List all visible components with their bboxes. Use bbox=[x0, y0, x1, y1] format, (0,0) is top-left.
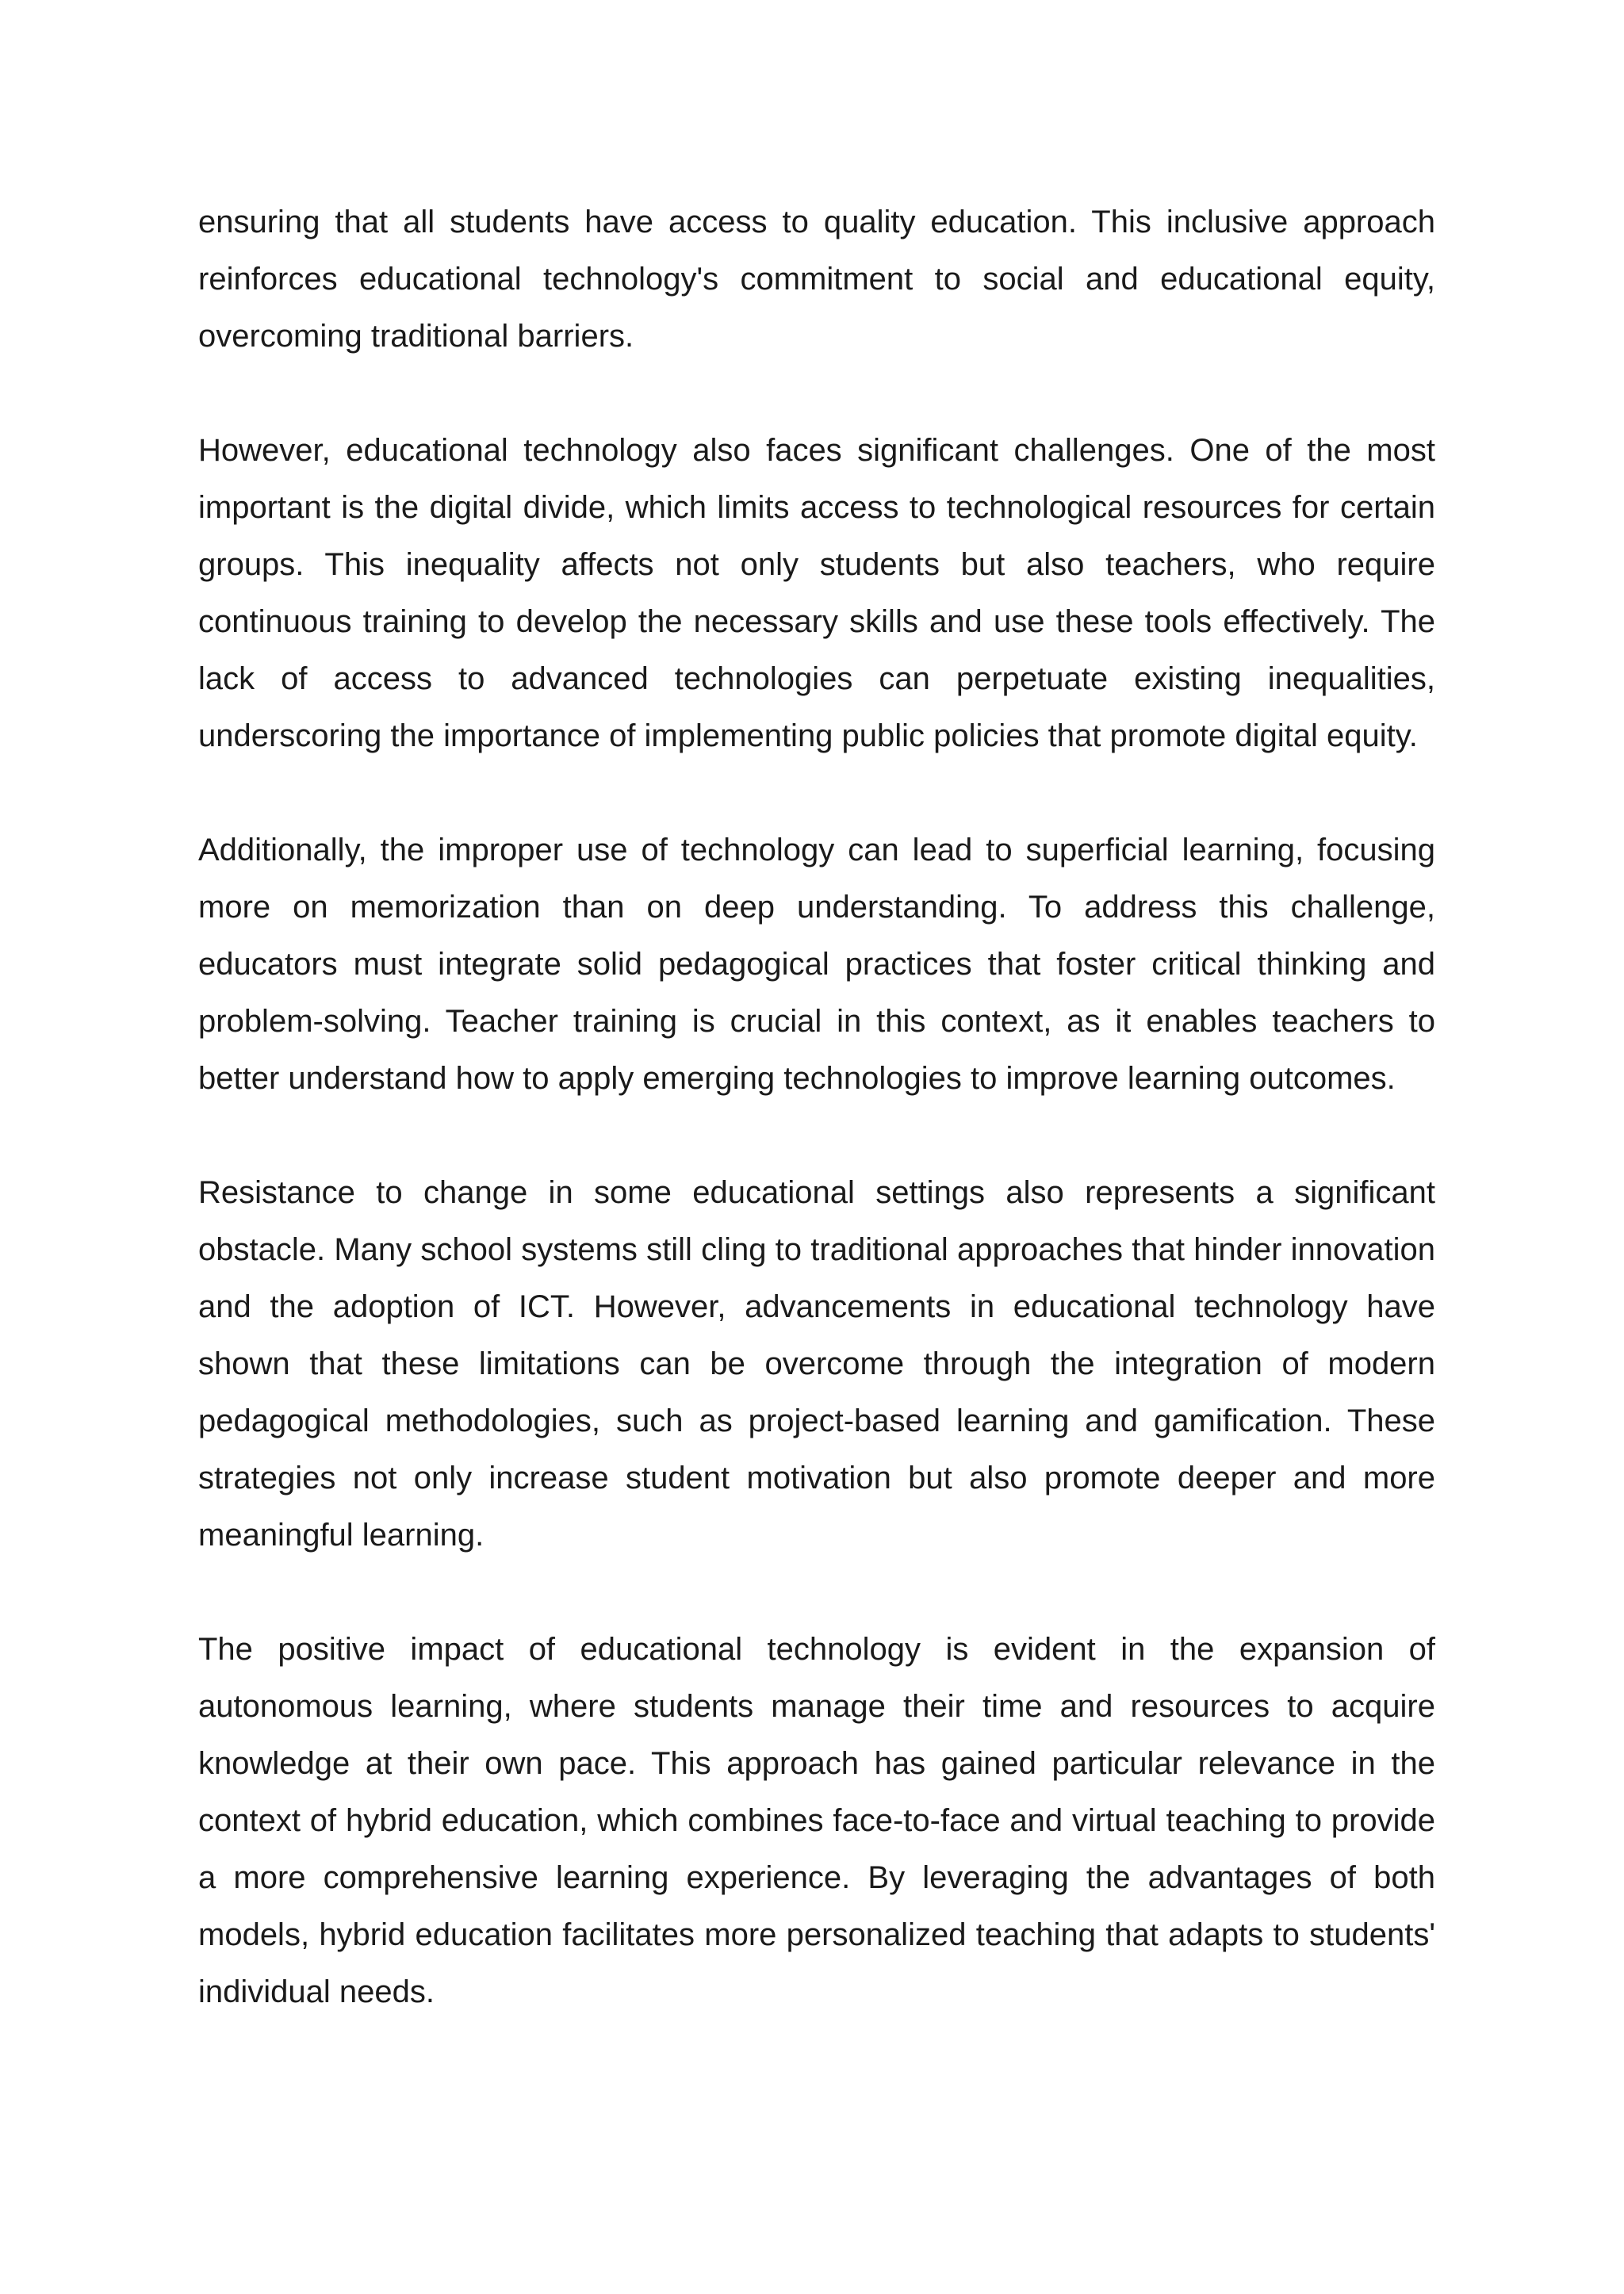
paragraph-4: Resistance to change in some educational settings also represents a significant obstacle. Many school systems still cling to traditional approaches that hinder innovation and the adoption of ICT. However, advancements in educational technology have shown that these limitations can be overcome through the integration of modern pedagogical methodologies, such as project-based learning and gamification. These strategies not only increase student motivation but also promote deeper and more meaningful learning. bbox=[198, 1175, 1435, 1553]
paragraph-5: The positive impact of educational technology is evident in the expansion of autonomous learning, where students manage their time and resources to acquire knowledge at their own pace. This approach has gained particular relevance in the context of hybrid education, which combines face-to-face and virtual teaching to provide a more comprehensive learning experience. By leveraging the advantages of both models, hybrid education facilitates more personalized teaching that adapts to students' individual needs. bbox=[198, 1632, 1435, 2009]
paragraph-2: However, educational technology also faces significant challenges. One of the most important is the digital divide, which limits access to technological resources for certain groups. This inequality affects not only students but also teachers, who require continuous training to develop the necessary skills and use these tools effectively. The lack of access to advanced technologies can perpetuate existing inequalities, underscoring the importance of implementing public policies that promote digital equity. bbox=[198, 433, 1435, 753]
paragraph-1: ensuring that all students have access to quality education. This inclusive approach reinforces educational technology's commitment to social and educational equity, overcoming traditional barriers. bbox=[198, 205, 1435, 354]
document-body bbox=[198, 193, 1435, 2020]
paragraph-3: Additionally, the improper use of technology can lead to superficial learning, focusing more on memorization than on deep understanding. To address this challenge, educators must integrate solid pedagogical practices that foster critical thinking and problem-solving. Teacher training is crucial in this context, as it enables teachers to better understand how to apply emerging technologies to improve learning outcomes. bbox=[198, 833, 1435, 1096]
